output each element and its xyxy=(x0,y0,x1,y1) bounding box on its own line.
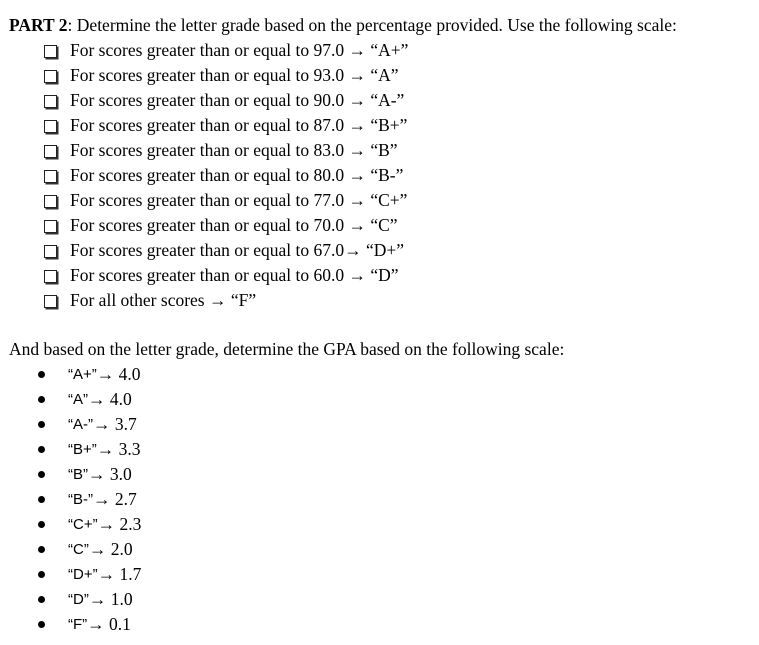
checkbox-icon xyxy=(44,270,57,283)
gpa-value: → 1.0 xyxy=(88,589,133,609)
gpa-letter: “C+” xyxy=(68,516,98,533)
bullet-icon xyxy=(38,396,45,403)
grade-rule-text: For scores greater than or equal to 90.0 → “A-” xyxy=(70,90,405,110)
part-instruction: : Determine the letter grade based on the percentage provided. Use the following scale: xyxy=(67,15,677,35)
bullet-icon xyxy=(38,471,45,478)
gpa-letter: “B-” xyxy=(68,491,93,508)
bullet-icon xyxy=(38,371,45,378)
grade-rule-text: For scores greater than or equal to 77.0 → “C+” xyxy=(70,190,408,210)
bullet-icon xyxy=(38,496,45,503)
gpa-letter: “D+” xyxy=(68,566,98,583)
gpa-value: → 3.0 xyxy=(88,464,132,484)
bullet-icon xyxy=(38,621,45,628)
list-item xyxy=(38,587,141,612)
letter-grade-scale-list xyxy=(44,38,408,313)
gpa-value: → 4.0 xyxy=(96,364,141,384)
gpa-value: → 3.3 xyxy=(96,439,141,459)
part-label: PART 2 xyxy=(9,15,68,35)
checkbox-icon xyxy=(44,70,57,83)
grade-rule-text: For scores greater than or equal to 97.0 → “A+” xyxy=(70,40,409,60)
gpa-letter: “B” xyxy=(68,466,88,483)
checkbox-icon xyxy=(44,145,57,158)
list-item xyxy=(44,188,408,213)
grade-rule-text: For scores greater than or equal to 60.0 → “D” xyxy=(70,265,399,285)
bullet-icon xyxy=(38,596,45,603)
checkbox-icon xyxy=(44,120,57,133)
grade-rule-text: For scores greater than or equal to 93.0 → “A” xyxy=(70,65,399,85)
list-item xyxy=(44,163,408,188)
gpa-value: → 2.3 xyxy=(97,514,142,534)
grade-rule-text: For scores greater than or equal to 80.0 → “B-” xyxy=(70,165,404,185)
list-item xyxy=(38,512,141,537)
list-item xyxy=(38,487,141,512)
gpa-value: → 2.0 xyxy=(88,539,133,559)
checkbox-icon xyxy=(44,45,57,58)
list-item xyxy=(38,612,141,637)
gpa-letter: “A-” xyxy=(68,416,93,433)
part-heading xyxy=(9,14,677,36)
list-item xyxy=(44,213,408,238)
bullet-icon xyxy=(38,546,45,553)
list-item xyxy=(44,63,408,88)
list-item xyxy=(44,263,408,288)
gpa-letter: “F” xyxy=(68,616,88,633)
gpa-value: → 2.7 xyxy=(93,489,137,509)
checkbox-icon xyxy=(44,295,57,308)
checkbox-icon xyxy=(44,170,57,183)
grade-rule-text: For scores greater than or equal to 83.0 → “B” xyxy=(70,140,398,160)
gpa-letter: “A+” xyxy=(68,366,97,383)
list-item xyxy=(44,38,408,63)
gpa-intro: And based on the letter grade, determine the GPA based on the following scale: xyxy=(9,339,565,359)
list-item xyxy=(38,387,141,412)
gpa-scale-list xyxy=(38,362,141,637)
list-item xyxy=(44,113,408,138)
gpa-value: → 3.7 xyxy=(93,414,137,434)
gpa-value: → 0.1 xyxy=(87,614,131,634)
checkbox-icon xyxy=(44,220,57,233)
grade-rule-text: For scores greater than or equal to 87.0 → “B+” xyxy=(70,115,408,135)
grade-rule-text: For scores greater than or equal to 67.0→ “D+” xyxy=(70,240,404,260)
checkbox-icon xyxy=(44,245,57,258)
list-item xyxy=(38,462,141,487)
bullet-icon xyxy=(38,571,45,578)
bullet-icon xyxy=(38,421,45,428)
grade-rule-text: For all other scores → “F” xyxy=(70,290,257,310)
checkbox-icon xyxy=(44,195,57,208)
list-item xyxy=(38,412,141,437)
grade-rule-text: For scores greater than or equal to 70.0 → “C” xyxy=(70,215,398,235)
checkbox-icon xyxy=(44,95,57,108)
gpa-value: → 1.7 xyxy=(97,564,142,584)
list-item xyxy=(38,537,141,562)
bullet-icon xyxy=(38,521,45,528)
gpa-letter: “B+” xyxy=(68,441,97,458)
list-item xyxy=(44,288,408,313)
list-item xyxy=(38,362,141,387)
gpa-value: → 4.0 xyxy=(88,389,132,409)
list-item xyxy=(38,437,141,462)
gpa-letter: “C” xyxy=(68,541,89,558)
gpa-letter: “A” xyxy=(68,391,88,408)
list-item xyxy=(38,562,141,587)
list-item xyxy=(44,138,408,163)
bullet-icon xyxy=(38,446,45,453)
list-item xyxy=(44,238,408,263)
list-item xyxy=(44,88,408,113)
gpa-letter: “D” xyxy=(68,591,89,608)
